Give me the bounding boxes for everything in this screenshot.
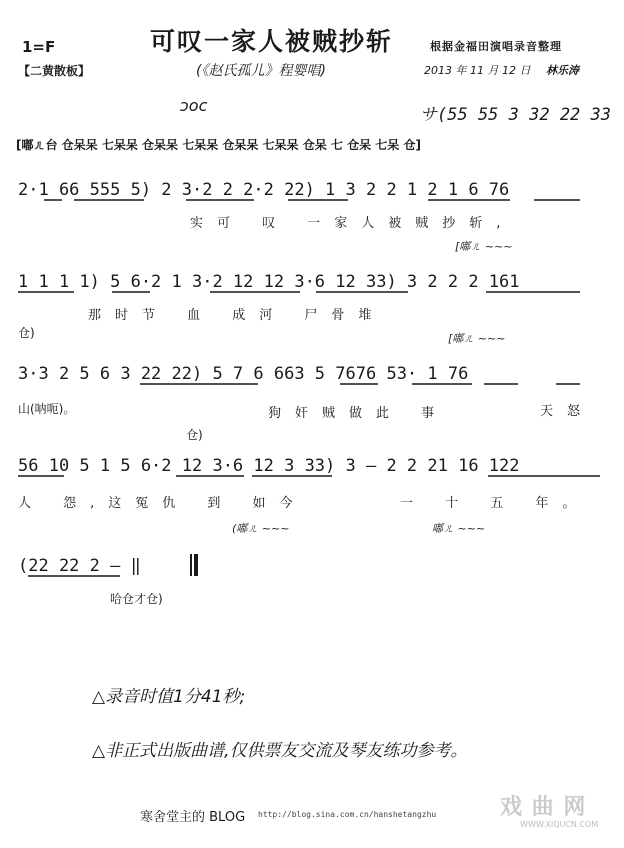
source-note: 根据金福田演唱录音整理 [430,40,562,53]
mode-label: 【二黄散板】 [18,64,91,78]
line-3-start: 仓) [18,326,35,340]
cue-line-2: [嘟ㄦ ~~~ [455,240,513,253]
cue-line-3: [嘟ㄦ ~~~ [448,332,506,345]
lyrics-line-5a: 人 怨,这冤仇 到 如今 [18,496,307,511]
lyrics-line-3: 那时节 血 成河 尸骨堆 [88,308,386,323]
notation-line-4: 3·3 2 5 6 3 22 22) 5 7 6 663 5 7676 53· 1 76 [18,364,469,384]
page-title: 可叹一家人被贼抄斩 [150,27,394,56]
duration-note: △录音时值1分41秒; [92,687,246,707]
intro-notes: サ(55 55 3 32 22 33 [420,105,611,125]
lyrics-line-4b: 狗奸贼做此 事 [268,406,449,421]
watermark-url: WWW.XIQUCN.COM [520,820,599,829]
final-barline-thin [190,554,192,576]
arranger-name: 林乐涛 [546,64,579,77]
cue-line-5a: (嘟ㄦ ~~~ [232,522,290,535]
notation-line-3: 1 1 1 1) 5 6·2 1 3·2 12 12 3·6 12 33) 3 2 2 2 161 [18,272,520,292]
disclaimer-note: △非正式出版曲谱,仅供票友交流及琴友练功参考。 [92,741,468,761]
blog-label: 寒舍堂主的 BLOG [140,810,246,825]
lyrics-line-4a: 山(呐呃)。 [18,402,76,416]
cue-line-5b: 嘟ㄦ ~~~ [432,522,486,535]
lyrics-line-5b: 一 十 五 年。 [400,496,590,511]
percussion-line-6: 哈仓才仓) [110,592,163,606]
notation-line-5: 56 10 5 1 5 6·2 12 3·6 12 3 33) 3 — 2 2 21 16 122 [18,456,520,476]
percussion-line-1: [嘟ㄦ台 仓呆呆 七呆呆 仓呆呆 七呆呆 仓呆呆 七呆呆 仓呆 七 仓呆 七呆 仓] [16,138,421,152]
notation-line-2: 2·1 66 555 5) 2 3·2 2 2·2 22) 1 3 2 2 1 2 1 6 76 [18,180,510,200]
lyrics-line-2: 实可 叹 一家人被贼抄斩, [190,216,515,231]
cue-line-4: 仓) [186,428,203,442]
final-barline-thick [194,554,198,576]
date-label: 2013 年 11 月 12 日 [424,64,531,77]
watermark-logo: 戏 曲 网 [500,795,587,820]
blog-url[interactable]: http://blog.sina.com.cn/hanshetangzhu [258,810,437,819]
lyrics-line-4c: 天怒 [540,404,595,419]
notation-line-6: (22 22 2 — ‖ [18,556,141,576]
key-signature: 1=F [22,38,56,56]
lead-cue: ɔoc [180,96,208,115]
page-subtitle: (《赵氏孤儿》程婴唱) [196,63,326,79]
